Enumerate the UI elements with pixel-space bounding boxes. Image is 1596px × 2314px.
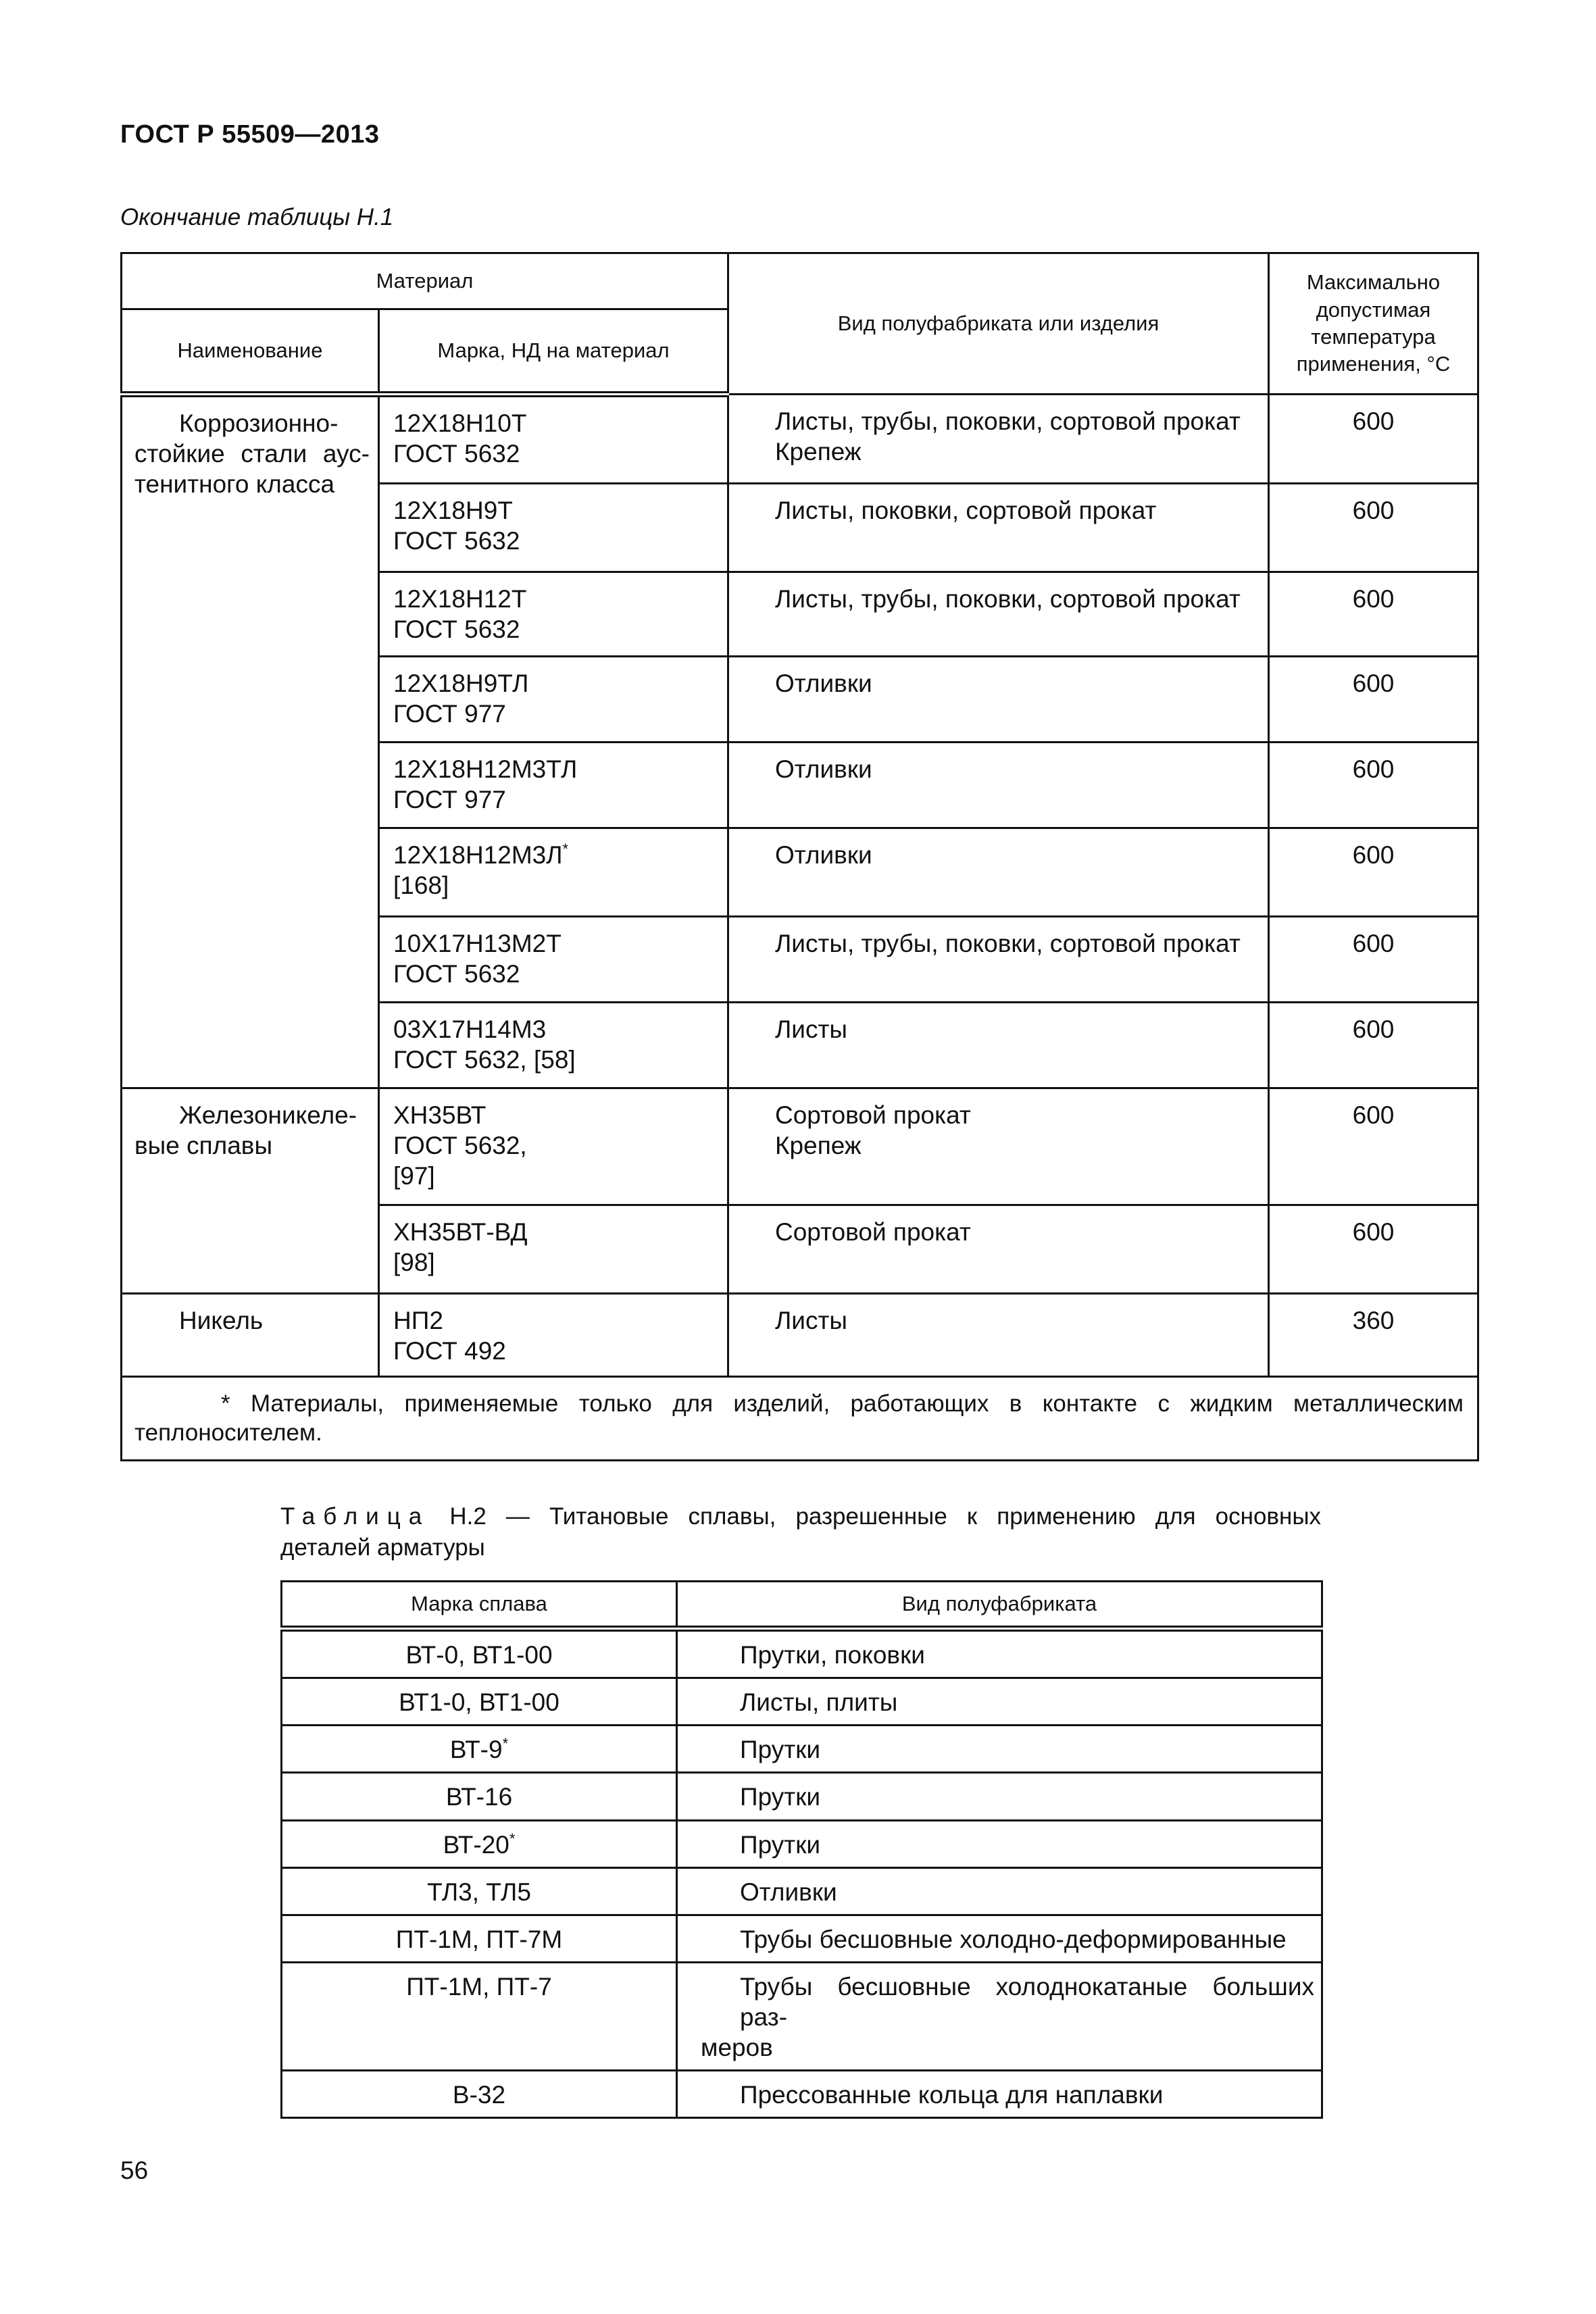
product: Крепеж <box>775 438 862 466</box>
header-semifinished: Вид полуфабриката <box>677 1582 1322 1629</box>
semifinished-cell: Листы, плиты <box>677 1678 1322 1726</box>
product: Листы, трубы, поковки, сортовой прокат <box>775 407 1241 435</box>
product: Листы, поковки, сортовой прокат <box>775 497 1157 524</box>
product-cell <box>728 1205 1269 1294</box>
grade: 12Х18Н9ТЛ <box>393 670 529 697</box>
material-name-line: Коррозионно- <box>179 409 339 437</box>
alloy-cell <box>282 1820 677 1867</box>
grade-doc: ГОСТ 5632 <box>393 440 520 468</box>
semifinished-cell: Отливки <box>677 1867 1322 1915</box>
table2-caption-text: Н.2 — Титановые сплавы, разрешенные к применению для основных <box>430 1503 1321 1530</box>
product-cell <box>728 828 1269 917</box>
grade-text: 12Х18Н12М3Л <box>393 841 563 869</box>
grade-doc: ГОСТ 5632 <box>393 615 520 644</box>
temperature-cell: 360 <box>1269 1294 1478 1377</box>
grade-cell <box>379 743 728 828</box>
grade-doc: [168] <box>393 872 449 900</box>
alloy-text: ВТ-9 <box>449 1736 503 1764</box>
grade-cell <box>379 572 728 657</box>
header-temp-line: температура <box>1311 325 1436 349</box>
footnote-row <box>122 1377 1478 1461</box>
table-row <box>282 1820 1322 1867</box>
product: Отливки <box>775 841 872 869</box>
grade <box>393 840 714 870</box>
table-row <box>122 395 1478 484</box>
grade-doc: ГОСТ 5632 <box>393 527 520 555</box>
alloy-cell: ПТ-1М, ПТ-7 <box>282 1962 677 2070</box>
table-row <box>122 1294 1478 1377</box>
product-cell <box>728 1003 1269 1088</box>
table-row <box>282 1629 1322 1678</box>
material-name-line: стойкие стали аус- <box>134 440 370 468</box>
grade: 10Х17Н13М2Т <box>393 930 562 957</box>
product: Листы, трубы, поковки, сортовой прокат <box>775 585 1241 613</box>
grade: 12Х18Н9Т <box>393 497 513 524</box>
semifinished-cell: Прутки, поковки <box>677 1629 1322 1678</box>
grade-cell <box>379 484 728 572</box>
material-name-line: вые сплавы <box>134 1132 273 1160</box>
product: Отливки <box>775 755 872 783</box>
table-row <box>282 1773 1322 1820</box>
material-name-line: тенитного класса <box>134 470 335 499</box>
footnote-mark: * <box>509 1830 516 1847</box>
semifinished-text: Трубы бесшовные холоднокатаные больших раз- <box>740 1972 1314 2031</box>
grade-cell <box>379 657 728 743</box>
grade-doc: ГОСТ 5632 <box>393 960 520 988</box>
grade-doc: ГОСТ 977 <box>393 786 506 814</box>
grade: 12Х18Н12М3ТЛ <box>393 755 578 783</box>
grade: 12Х18Н10Т <box>393 409 527 437</box>
alloy-cell: ВТ-0, ВТ1-00 <box>282 1629 677 1678</box>
product-cell <box>728 743 1269 828</box>
grade-cell <box>379 1294 728 1377</box>
grade: 12Х18Н12Т <box>393 585 527 613</box>
grade: ХН35ВТ-ВД <box>393 1218 528 1246</box>
table-row <box>282 1726 1322 1773</box>
temperature-cell: 600 <box>1269 1003 1478 1088</box>
product-cell <box>728 1294 1269 1377</box>
footnote-mark: * <box>502 1735 509 1753</box>
grade-cell <box>379 395 728 484</box>
semifinished-cell: Прутки <box>677 1773 1322 1820</box>
temperature-cell: 600 <box>1269 657 1478 743</box>
temperature-cell: 600 <box>1269 743 1478 828</box>
product-cell <box>728 1088 1269 1205</box>
grade-cell <box>379 1205 728 1294</box>
semifinished-cell: Прессованные кольца для наплавки <box>677 2071 1322 2118</box>
product: Сортовой прокат <box>775 1101 971 1129</box>
material-name-cell <box>122 1294 379 1377</box>
table1-caption: Окончание таблицы Н.1 <box>120 204 394 230</box>
table-word: Таблица <box>280 1503 430 1530</box>
grade-doc: ГОСТ 5632, [58] <box>393 1046 576 1074</box>
product: Сортовой прокат <box>775 1218 971 1246</box>
product-cell <box>728 484 1269 572</box>
header-temperature <box>1269 253 1478 395</box>
header-alloy: Марка сплава <box>282 1582 677 1629</box>
temperature-cell: 600 <box>1269 484 1478 572</box>
grade-doc: [98] <box>393 1249 435 1277</box>
product: Листы, трубы, поковки, сортовой прокат <box>775 930 1241 957</box>
material-name-line: Никель <box>179 1307 264 1334</box>
table-row <box>122 1088 1478 1205</box>
product: Листы <box>775 1015 847 1043</box>
alloy-cell: ПТ-1М, ПТ-7М <box>282 1915 677 1962</box>
semifinished-cell <box>677 1915 1322 1962</box>
table2-caption-line <box>280 1501 1321 1532</box>
materials-table <box>120 252 1479 1461</box>
product-cell <box>728 917 1269 1003</box>
temperature-cell: 600 <box>1269 917 1478 1003</box>
table-row <box>282 1678 1322 1726</box>
semifinished-text: Трубы бесшовные холодно-деформированные <box>740 1925 1287 1953</box>
table-row <box>282 1915 1322 1962</box>
table-row <box>282 1962 1322 2070</box>
grade-cell <box>379 1088 728 1205</box>
table-row <box>282 1867 1322 1915</box>
product: Листы <box>775 1307 847 1334</box>
table-row <box>282 2071 1322 2118</box>
grade-doc: [97] <box>393 1162 435 1190</box>
header-temp-line: допустимая <box>1316 297 1431 322</box>
header-material: Материал <box>122 253 728 309</box>
temperature-cell: 600 <box>1269 395 1478 484</box>
footnote-mark: * <box>562 840 569 857</box>
grade-doc: ГОСТ 5632, <box>393 1132 527 1160</box>
temperature-cell: 600 <box>1269 828 1478 917</box>
table1-footnote <box>122 1377 1478 1461</box>
temperature-cell: 600 <box>1269 572 1478 657</box>
document-title: ГОСТ Р 55509—2013 <box>120 120 380 149</box>
alloy-cell: ВТ1-0, ВТ1-00 <box>282 1678 677 1726</box>
header-name: Наименование <box>122 309 379 395</box>
grade: НП2 <box>393 1307 443 1334</box>
alloy-cell: ТЛ3, ТЛ5 <box>282 1867 677 1915</box>
footnote-line: теплоносителем. <box>134 1419 322 1446</box>
temperature-cell: 600 <box>1269 1205 1478 1294</box>
semifinished-cell <box>677 1962 1322 2070</box>
alloy-cell: В-32 <box>282 2071 677 2118</box>
product: Крепеж <box>775 1132 862 1160</box>
product-cell <box>728 572 1269 657</box>
material-name-line: Железоникеле- <box>179 1101 357 1129</box>
header-temp-line: применения, °С <box>1296 352 1451 376</box>
material-name-cell <box>122 395 379 1088</box>
semifinished-text: меров <box>701 2034 773 2062</box>
material-name-cell <box>122 1088 379 1294</box>
grade-doc: ГОСТ 977 <box>393 700 506 728</box>
grade-cell <box>379 917 728 1003</box>
alloy-cell: ВТ-16 <box>282 1773 677 1820</box>
header-product: Вид полуфабриката или изделия <box>728 253 1269 395</box>
grade: 03Х17Н14М3 <box>393 1015 547 1043</box>
table2-caption <box>280 1501 1321 1563</box>
grade-cell <box>379 828 728 917</box>
grade-doc: ГОСТ 492 <box>393 1337 506 1365</box>
header-grade: Марка, НД на материал <box>379 309 728 395</box>
header-temp-line: Максимально <box>1306 270 1441 295</box>
footnote-line: * Материалы, применяемые только для изделий, работающих в контакте с жидким металлическим <box>221 1390 1464 1417</box>
semifinished-cell: Прутки <box>677 1726 1322 1773</box>
titanium-alloys-table <box>280 1580 1323 2119</box>
grade: ХН35ВТ <box>393 1101 487 1129</box>
product: Отливки <box>775 670 872 697</box>
table2-caption-line: деталей арматуры <box>280 1534 485 1561</box>
alloy-cell <box>282 1726 677 1773</box>
grade-cell <box>379 1003 728 1088</box>
semifinished-cell: Прутки <box>677 1820 1322 1867</box>
temperature-cell: 600 <box>1269 1088 1478 1205</box>
alloy-text: ВТ-20 <box>443 1830 509 1859</box>
page-number: 56 <box>120 2157 149 2184</box>
product-cell <box>728 395 1269 484</box>
product-cell <box>728 657 1269 743</box>
